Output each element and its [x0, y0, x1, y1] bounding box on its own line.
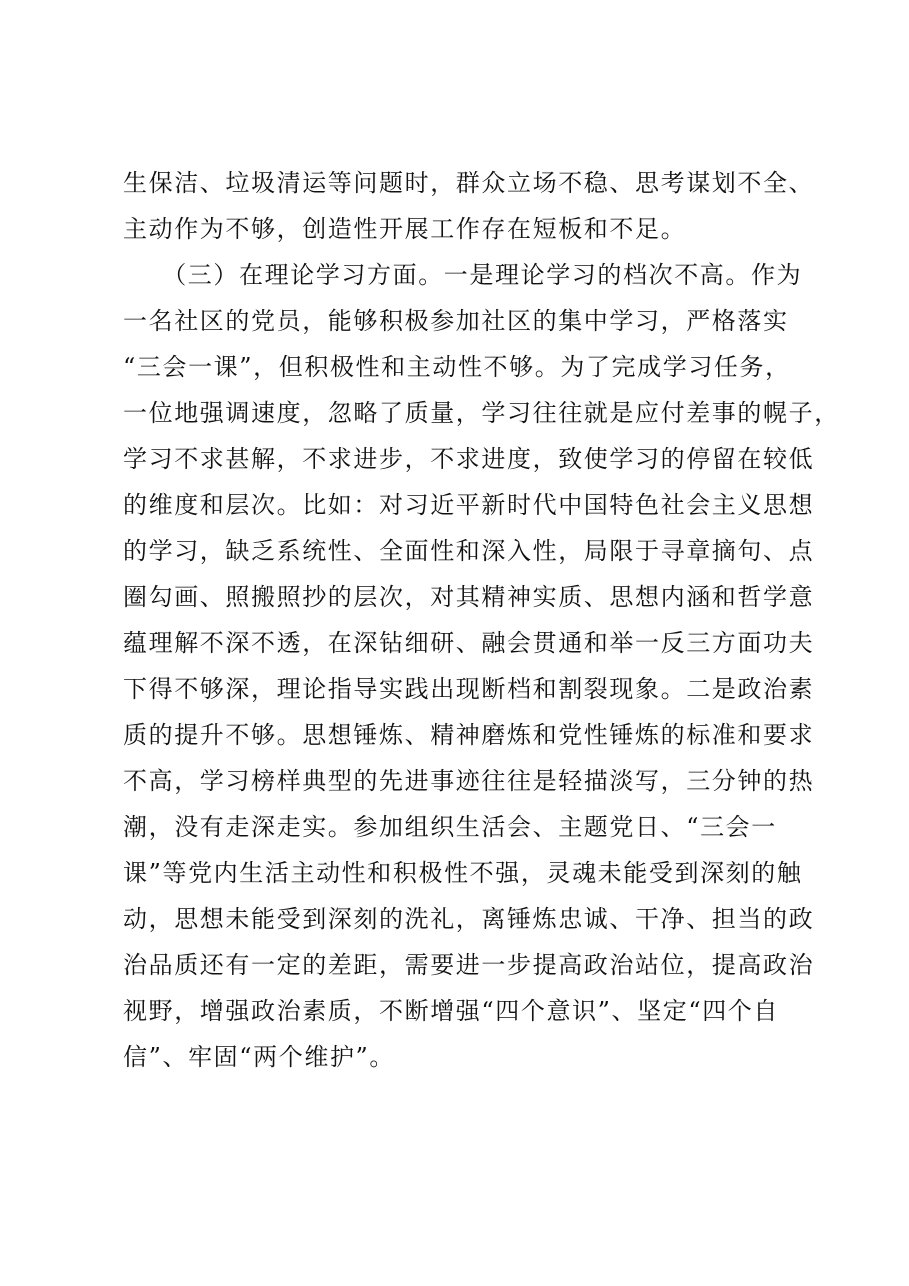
text-line: 一位地强调速度，忽略了质量，学习往往就是应付差事的幌子， — [123, 399, 840, 427]
text-line: 蕴理解不深不透，在深钻细研、融会贯通和举一反三方面功夫 — [123, 629, 815, 657]
text-line: 的维度和层次。比如：对习近平新时代中国特色社会主义思想 — [123, 491, 815, 519]
text-line: 生保洁、垃圾清运等问题时，群众立场不稳、思考谋划不全、 — [123, 169, 815, 197]
text-line: 主动作为不够，创造性开展工作存在短板和不足。 — [123, 215, 687, 243]
text-line: 不高，学习榜样典型的先进事迹往往是轻描淡写，三分钟的热 — [123, 767, 815, 795]
body-text — [123, 160, 840, 1080]
text-line: 质的提升不够。思想锤炼、精神磨炼和党性锤炼的标准和要求 — [123, 721, 815, 749]
text-line: （三）在理论学习方面。一是理论学习的档次不高。作为 — [123, 261, 803, 289]
text-line: 视野，增强政治素质，不断增强“四个意识”、坚定“四个自 — [123, 997, 780, 1025]
text-line: “三会一课”，但积极性和主动性不够。为了完成学习任务， — [123, 353, 791, 381]
text-line: 课”等党内生活主动性和积极性不强，灵魂未能受到深刻的触 — [123, 859, 803, 887]
text-line: 动，思想未能受到深刻的洗礼，离锤炼忠诚、干净、担当的政 — [123, 905, 815, 933]
text-line: 下得不够深，理论指导实践出现断档和割裂现象。二是政治素 — [123, 675, 815, 703]
text-line: 信”、牢固“两个维护”。 — [123, 1043, 396, 1071]
text-line: 的学习，缺乏系统性、全面性和深入性，局限于寻章摘句、点 — [123, 537, 815, 565]
text-line: 一名社区的党员，能够积极参加社区的集中学习，严格落实 — [123, 307, 789, 335]
text-line: 潮，没有走深走实。参加组织生活会、主题党日、“三会一 — [123, 813, 777, 841]
text-line: 治品质还有一定的差距，需要进一步提高政治站位，提高政治 — [123, 951, 815, 979]
text-line: 学习不求甚解，不求进步，不求进度，致使学习的停留在较低 — [123, 445, 815, 473]
text-line: 圈勾画、照搬照抄的层次，对其精神实质、思想内涵和哲学意 — [123, 583, 815, 611]
